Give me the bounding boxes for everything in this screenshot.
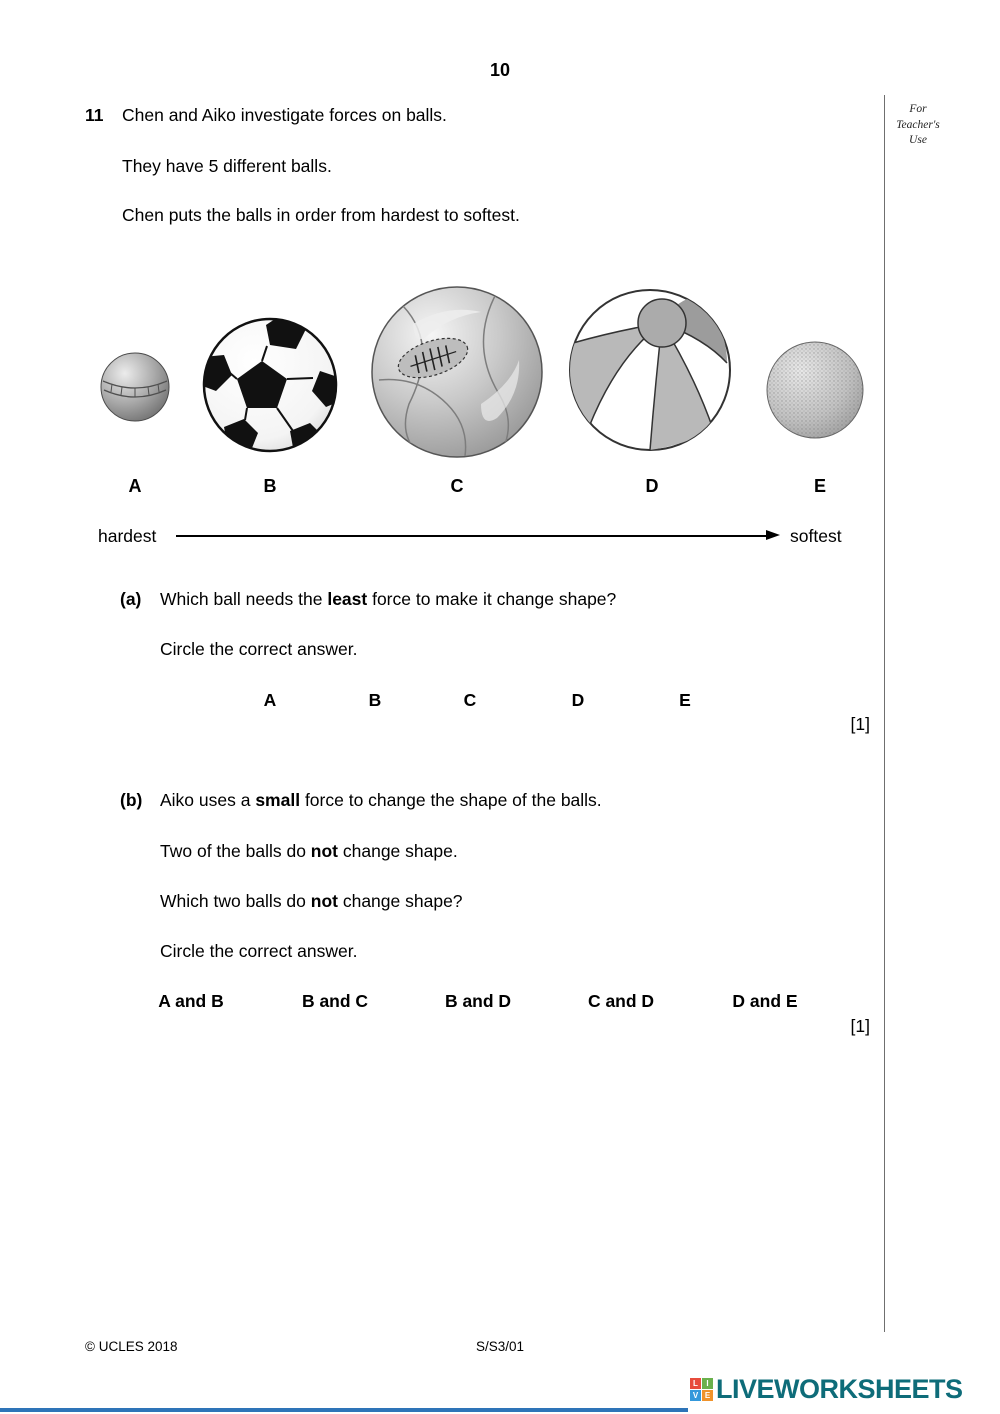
textured-ball-icon <box>765 340 865 440</box>
part-a-option-b[interactable]: B <box>368 690 382 710</box>
right-margin-rule <box>884 95 885 1332</box>
bottom-blue-rule <box>0 1408 688 1412</box>
ball-label-a: A <box>128 476 142 496</box>
question-intro-line-1 <box>85 105 447 127</box>
part-b-line-1 <box>120 790 602 812</box>
paper-code: S/S3/01 <box>475 1339 525 1354</box>
part-a-text-post: force to make it change shape? <box>367 589 617 609</box>
part-a-bold-word: least <box>327 589 368 609</box>
part-b-circle-instruction: Circle the correct answer. <box>160 941 358 961</box>
question-intro-line-2: They have 5 different balls. <box>122 156 332 176</box>
part-a-circle-instruction: Circle the correct answer. <box>160 639 358 659</box>
liveworksheets-logo-icon <box>690 1378 713 1401</box>
part-b-line-3 <box>160 891 463 913</box>
part-b-label: (b) <box>120 790 143 810</box>
part-b-l1-post: force to change the shape of the balls. <box>300 790 602 810</box>
part-b-marks: [1] <box>850 1016 870 1036</box>
part-b-option-a-and-b[interactable]: A and B <box>158 991 224 1011</box>
part-b-l2-bold: not <box>310 841 339 861</box>
beach-ball-icon <box>567 287 733 453</box>
part-a-option-d[interactable]: D <box>571 690 585 710</box>
ball-label-e: E <box>813 476 827 496</box>
copyright-text: © UCLES 2018 <box>85 1339 178 1354</box>
part-b-line-2 <box>160 841 458 863</box>
question-intro-text: Chen and Aiko investigate forces on balls. <box>122 105 447 125</box>
teacher-use-line: For <box>909 103 927 115</box>
teacher-use-line: Teacher's <box>896 118 940 131</box>
part-a-option-e[interactable]: E <box>679 690 691 710</box>
ball-a-cricket-ball-image <box>99 351 171 423</box>
scale-label-softest: softest <box>790 526 842 546</box>
part-a-label: (a) <box>120 589 142 609</box>
page-number: 10 <box>489 60 511 80</box>
teacher-use-note <box>886 102 950 149</box>
part-b-l2-post: change shape. <box>338 841 458 861</box>
logo-tile-v: V <box>690 1390 701 1401</box>
cricket-ball-icon <box>99 351 171 423</box>
part-a-question <box>120 589 616 611</box>
liveworksheets-wordmark: LIVEWORKSHEETS <box>716 1374 963 1404</box>
part-a-option-c[interactable]: C <box>463 690 477 710</box>
teacher-use-line: Use <box>909 134 927 147</box>
ball-d-beach-ball-image <box>567 287 733 453</box>
part-a-text-pre: Which ball needs the <box>160 589 328 609</box>
part-b-option-d-and-e[interactable]: D and E <box>732 991 798 1011</box>
part-b-option-b-and-d[interactable]: B and D <box>444 991 512 1011</box>
part-b-l2-pre: Two of the balls do <box>160 841 311 861</box>
part-b-l1-pre: Aiko uses a <box>160 790 256 810</box>
ball-c-volleyball-image <box>369 284 545 460</box>
part-a-marks: [1] <box>850 714 870 734</box>
part-a-option-a[interactable]: A <box>263 690 277 710</box>
part-b-option-b-and-c[interactable]: B and C <box>301 991 369 1011</box>
part-b-l3-pre: Which two balls do <box>160 891 311 911</box>
part-b-option-c-and-d[interactable]: C and D <box>587 991 655 1011</box>
liveworksheets-logo[interactable] <box>690 1374 963 1405</box>
ball-b-football-image <box>200 315 340 455</box>
logo-tile-i: I <box>702 1378 713 1389</box>
ball-e-textured-ball-image <box>765 340 865 440</box>
scale-arrow-line <box>176 535 768 537</box>
part-b-l3-bold: not <box>310 891 338 911</box>
ball-label-d: D <box>645 476 659 496</box>
question-intro-line-3: Chen puts the balls in order from hardest to softest. <box>122 205 520 225</box>
part-b-l1-bold: small <box>255 790 301 810</box>
scale-label-hardest: hardest <box>98 526 157 546</box>
ball-label-b: B <box>263 476 277 496</box>
part-b-l3-post: change shape? <box>337 891 463 911</box>
ball-label-c: C <box>450 476 464 496</box>
logo-tile-e: E <box>702 1390 713 1401</box>
scale-arrowhead-icon <box>766 530 780 540</box>
football-icon <box>200 315 340 455</box>
volleyball-icon <box>369 284 545 460</box>
question-number: 11 <box>85 105 104 125</box>
logo-tile-l: L <box>690 1378 701 1389</box>
